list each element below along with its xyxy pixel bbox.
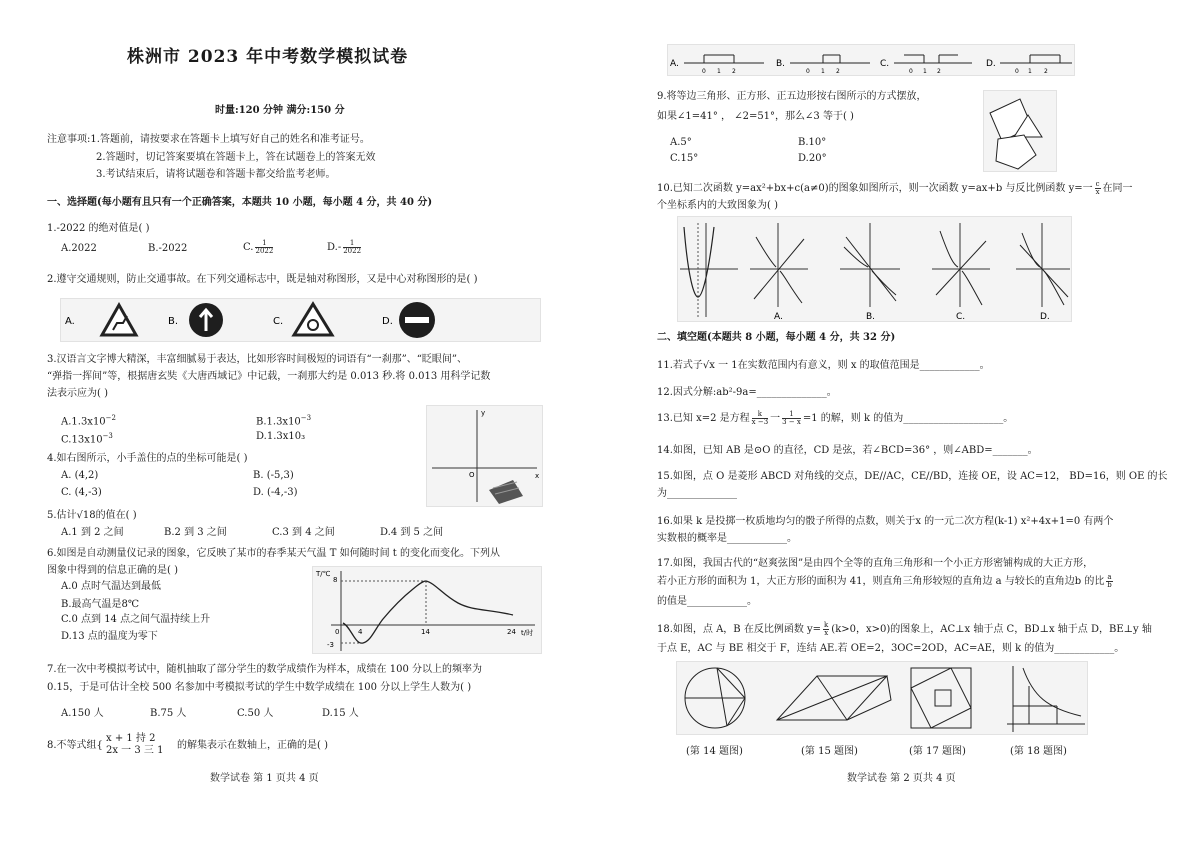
q6-option-b: B.最高气温是8℃ (61, 599, 140, 610)
svg-text:T/℃: T/℃ (316, 570, 331, 578)
svg-text:4: 4 (358, 628, 363, 636)
q8-option-d-line (986, 55, 1072, 75)
svg-text:B.: B. (866, 312, 876, 321)
svg-text:1: 1 (923, 68, 927, 75)
svg-text:0: 0 (335, 628, 340, 636)
svg-text:1: 1 (1028, 68, 1032, 75)
page-1-footer: 数学试卷 第 1 页共 4 页 (210, 773, 319, 784)
q17-zhao-shuang-figure (911, 668, 971, 728)
q17-line-3: 的值是____________。 (657, 596, 757, 607)
caption-q14: (第 14 题图) (686, 746, 743, 757)
figures-row (676, 661, 1088, 735)
q3-line-3: 法表示应为( ) (47, 388, 108, 399)
page-2-footer: 数学试卷 第 2 页共 4 页 (847, 773, 956, 784)
q5-option-d: D.4 到 5 之间 (380, 527, 444, 538)
pentagon-shape (996, 135, 1036, 169)
svg-text:24: 24 (507, 628, 516, 636)
q18-line-2: 于点 E，AC 与 BE 相交于 F，连结 AE.若 OE=2，3OC=2OD，AC=AE，则 k 的值为____________。 (657, 643, 1125, 654)
q2-label-c: C. (273, 316, 284, 327)
q8-option-b-line (776, 55, 870, 75)
svg-text:0: 0 (1015, 68, 1019, 75)
q9-option-b: B.10° (798, 137, 827, 148)
q4-coordinate-figure (426, 405, 543, 507)
q18-line-1: 18.如图，点 A，B 在反比例函数 y= $\frac{k}{x}$ (k>0，x>0)的图象上，AC⊥x 轴于点 C，BD⊥x 轴于点 D，BE⊥y 轴 (657, 621, 1152, 637)
q1-option-d: D.- $\frac{1}{2022}$ (327, 239, 362, 255)
q15-line-2: 为______________ (657, 488, 737, 499)
svg-text:-3: -3 (327, 641, 334, 649)
q15-rhombus-figure (777, 676, 891, 720)
q15-line-1: 15.如图，点 O 是菱形 ABCD 对角线的交点，DE//AC，CE//BD，连接 OE，设 AC=12， BD=16，则 OE 的长 (657, 471, 1168, 482)
q8-option-a-line (670, 55, 764, 75)
q6-line-1: 6.如图是自动测量仪记录的图象，它反映了某市的春季某天气温 T 如何随时间 t 的变化而变化。下列从 (47, 548, 500, 559)
q3-line-2: “弹指一挥间”等，根据唐玄奘《大唐西域记》中记载，一刹那大约是 0.013 秒.将 0.013 用科学记数 (47, 371, 491, 382)
q10-option-b-graph (840, 223, 900, 321)
q9-option-c: C.15° (670, 153, 699, 164)
svg-text:x: x (535, 472, 540, 480)
svg-text:2: 2 (937, 68, 941, 75)
caption-q17: (第 17 题图) (909, 746, 966, 757)
q14-circle-figure (685, 668, 745, 728)
svg-text:2: 2 (1044, 68, 1048, 75)
q8-option-c-line (880, 55, 972, 75)
svg-text:C.: C. (880, 59, 890, 69)
q8-system-row-1: x + 1 持 2 (106, 733, 156, 744)
q3-option-d: D.1.3x10₃ (256, 431, 306, 442)
q4-option-c: C. (4,-3) (61, 487, 102, 498)
q3-option-a: $A.1.3x10^{-2}$ (61, 414, 116, 428)
svg-text:0: 0 (909, 68, 913, 75)
q9-line-2: 如果∠1=41° ， ∠2=51°，那么∠3 等于( ) (657, 111, 854, 122)
q9-line-1: 9.将等边三角形、正方形、正五边形按右图所示的方式摆放， (657, 91, 927, 102)
svg-text:D.: D. (986, 59, 996, 69)
q6-option-a: A.0 点时气温达到最低 (61, 581, 161, 592)
q1-option-b: B.-2022 (148, 243, 188, 254)
svg-text:0: 0 (702, 68, 706, 75)
q1-option-c: C. $\frac{1}{2022}$ (243, 239, 274, 255)
notice-line-2: 2.答题时，切记答案要填在答题卡上，答在试题卷上的答案无效 (96, 152, 376, 163)
svg-text:t/时: t/时 (521, 629, 534, 637)
q18-hyperbola-figure (1007, 666, 1085, 732)
q10-option-a-graph (750, 223, 808, 321)
q10-option-c-graph (932, 223, 990, 321)
q9-option-d: D.20° (798, 153, 827, 164)
svg-text:1: 1 (821, 68, 825, 75)
page-2 (600, 0, 1200, 848)
q3-line-1: 3.汉语言文字博大精深，丰富细腻易于表达，比如形容时间极短的词语有“一刹那”、“眨眼间”、 (47, 354, 467, 365)
q2-label-b: B. (168, 316, 179, 327)
q6-option-d: D.13 点的温度为零下 (61, 631, 158, 642)
q8-stem-prefix: 8.不等式组{ (47, 740, 103, 751)
svg-text:A.: A. (774, 312, 783, 321)
q13-text: 13.已知 x=2 是方程 $\frac{k}{x -3}$ 一 $\frac{1}{3 - x}$ =1 的解，则 k 的值为____________________。 (657, 410, 1014, 426)
svg-text:0: 0 (806, 68, 810, 75)
q17-line-2: 若小正方形的面积为 1，大正方形的面积为 41，则直角三角形较短的直角边 a 与较长的直角边b 的比 $\frac{a}{b}$ (657, 573, 1112, 589)
q8-stem-suffix: 的解集表示在数轴上，正确的是( ) (177, 740, 328, 751)
svg-text:C.: C. (956, 312, 966, 321)
q5-option-c: C.3 到 4 之间 (272, 527, 335, 538)
q4-stem: 4.如右图所示，小手盖住的点的坐标可能是( ) (47, 453, 248, 464)
q7-option-c: C.50 人 (237, 708, 274, 719)
svg-text:2: 2 (836, 68, 840, 75)
svg-text:14: 14 (421, 628, 430, 636)
q14-text: 14.如图，已知 AB 是⊙O 的直径，CD 是弦，若∠BCD=36° ，则∠ABD=_______。 (657, 445, 1038, 456)
q2-stem: 2.遵守交通规则，防止交通事故。在下列交通标志中，既是轴对称图形，又是中心对称图形的是( ) (47, 274, 478, 285)
q1-option-a: A.2022 (61, 243, 97, 254)
q4-option-a: A. (4,2) (61, 470, 99, 481)
q17-line-1: 17.如图，我国古代的“赵爽弦图”是由四个全等的直角三角形和一个小正方形密铺构成的大正方形， (657, 558, 1094, 569)
q7-line-2: 0.15，于是可估计全校 500 名参加中考模拟考试的学生中数学成绩在 100 分以上学生人数为( ) (47, 682, 472, 693)
q9-option-a: A.5° (670, 137, 692, 148)
hand-cover-icon (489, 480, 523, 504)
svg-text:8: 8 (333, 576, 338, 584)
q16-line-1: 16.如果 k 是投掷一枚质地均匀的骰子所得的点数，则关于x 的一元二次方程(k-1) x²+4x+1=0 有两个 (657, 516, 1114, 527)
q2-traffic-signs (60, 298, 541, 342)
q4-option-d: D. (-4,-3) (253, 487, 298, 498)
notice-line-3: 3.考试结束后，请将试题卷和答题卡都交给监考老师。 (96, 169, 336, 180)
caption-q18: (第 18 题图) (1010, 746, 1067, 757)
exam-meta: 时量:120 分钟 满分:150 分 (215, 105, 345, 116)
q7-option-d: D.15 人 (322, 708, 359, 719)
q5-stem: 5.估计√18的值在( ) (47, 510, 137, 521)
q10-option-d-graph (1016, 223, 1070, 321)
q3-option-b: $B.1.3x10^{-3}$ (256, 414, 312, 428)
q10-line-2: 个坐标系内的大致图象为( ) (657, 200, 778, 211)
svg-text:O: O (469, 471, 475, 479)
q6-option-c: C.0 点到 14 点之间气温持续上升 (61, 614, 211, 625)
q6-temperature-graph (312, 566, 542, 654)
exam-title: 株洲市 2023 年中考数学模拟试卷 (127, 47, 409, 67)
q10-graph-options (677, 216, 1072, 322)
caption-q15: (第 15 题图) (801, 746, 858, 757)
q10-line-1: 10.已知二次函数 y=ax²+bx+c(a≠0)的图象如图所示，则一次函数 y=ax+b 与反比例函数 y=一 $\frac{c}{x}$ 在同一 (657, 180, 1133, 196)
q8-number-line-options (667, 44, 1075, 76)
notice-line-1: 注意事项:1.答题前，请按要求在答题卡上填写好自己的姓名和准考证号。 (47, 134, 370, 145)
warning-sign-icon (102, 305, 136, 335)
q10-parabola-graph (680, 223, 738, 317)
svg-text:D.: D. (1040, 312, 1050, 321)
q8-system-row-2: 2x 一 3 三 1 (106, 745, 164, 756)
q7-line-1: 7.在一次中考模拟考试中，随机抽取了部分学生的数学成绩作为样本，成绩在 100 分以上的频率为 (47, 664, 482, 675)
q11-text: 11.若式子√x 一 1在实数范围内有意义，则 x 的取值范围是____________。 (657, 360, 990, 371)
svg-text:B.: B. (776, 59, 786, 69)
q2-label-d: D. (382, 316, 393, 327)
q7-option-b: B.75 人 (150, 708, 187, 719)
svg-text:y: y (481, 409, 486, 417)
q3-option-c: $C.13x10^{-3}$ (61, 432, 113, 446)
q4-option-b: B. (-5,3) (253, 470, 294, 481)
q1-stem: 1.-2022 的绝对值是( ) (47, 223, 150, 234)
svg-text:2: 2 (732, 68, 736, 75)
section-1-heading: 一、选择题(每小题有且只有一个正确答案，本题共 10 小题，每小题 4 分，共 40 分) (47, 197, 433, 208)
svg-text:1: 1 (717, 68, 721, 75)
q5-option-b: B.2 到 3 之间 (164, 527, 227, 538)
q7-option-a: A.150 人 (61, 708, 104, 719)
q16-line-2: 实数根的概率是____________。 (657, 533, 797, 544)
section-2-heading: 二、填空题(本题共 8 小题，每小题 4 分，共 32 分) (657, 332, 896, 343)
q9-polygons-figure (983, 90, 1057, 172)
q5-option-a: A.1 到 2 之间 (61, 527, 124, 538)
q12-text: 12.因式分解:ab²-9a=______________。 (657, 387, 837, 398)
q6-line-2: 图象中得到的信息正确的是( ) (47, 565, 178, 576)
q2-label-a: A. (65, 316, 75, 327)
svg-text:A.: A. (670, 59, 679, 69)
